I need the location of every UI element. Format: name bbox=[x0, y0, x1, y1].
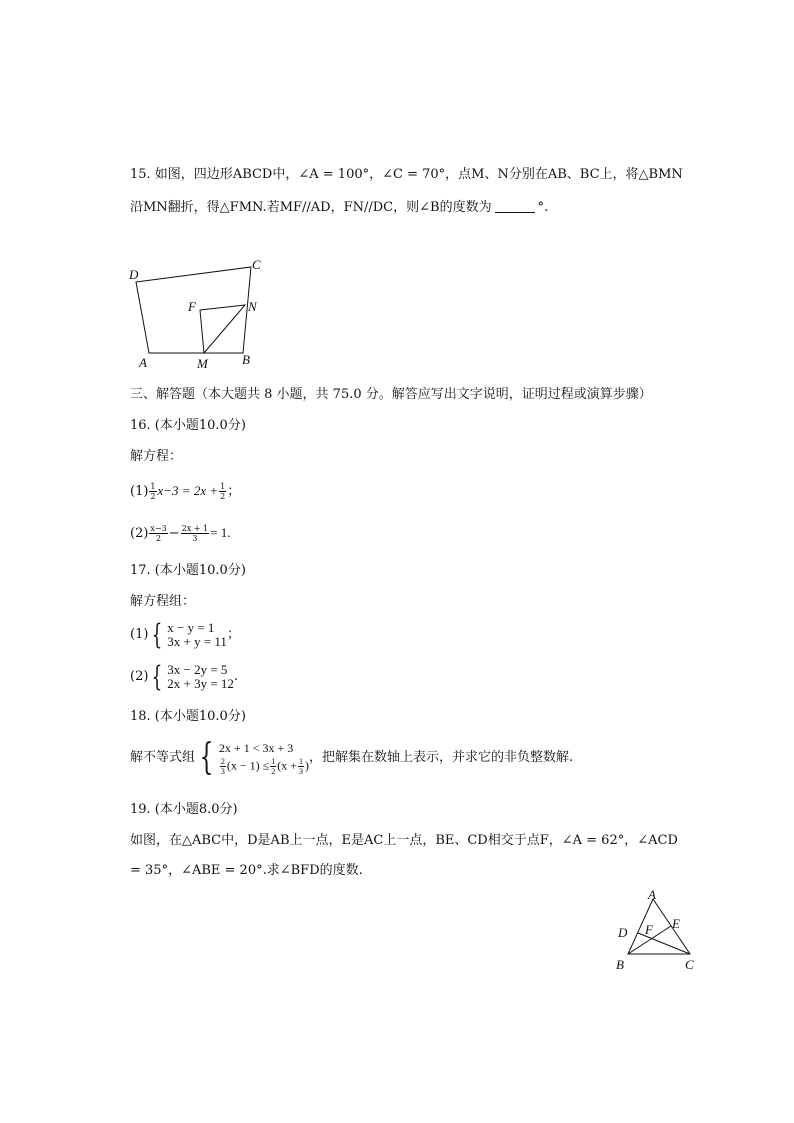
q18-eq1: 2x + 1 < 3x + 3 bbox=[218, 740, 294, 755]
q16-p1-expr: x−3 = 2x + bbox=[157, 483, 219, 498]
q16-eq2: (2) $\frac{x-3}{2}$ − $\frac{2x + 1}{3}$ = 1. bbox=[130, 524, 231, 543]
q15-line2-text: 沿MN翻折，得△FMN.若MF//AD，FN//DC，则∠B的度数为 bbox=[130, 200, 492, 215]
label-M: M bbox=[197, 356, 208, 371]
section-heading: 三、解答题（本大题共 8 小题，共 75.0 分。解答应写出文字说明，证明过程或演算步骤） bbox=[130, 387, 652, 402]
label-C: C bbox=[252, 257, 261, 272]
q15-line2-end: °. bbox=[537, 200, 549, 215]
q17-system2: (2) { 3x − 2y = 5 2x + 3y = 12 . bbox=[130, 659, 239, 693]
q19-figure bbox=[612, 885, 702, 975]
q18-suffix: ，把解集在数轴上表示，并求它的非负整数解. bbox=[309, 750, 574, 765]
q19-header: 19. (本小题8.0分) bbox=[130, 802, 238, 817]
q18-header: 18. (本小题10.0分) bbox=[130, 709, 246, 724]
q17-p1-eq2: 3x + y = 11 bbox=[167, 633, 227, 649]
label-D: D bbox=[129, 267, 139, 282]
fraction-2x-plus-1: $\frac{2x + 1}{3}$ bbox=[181, 524, 209, 543]
q17-header: 17. (本小题10.0分) bbox=[130, 563, 246, 578]
triangle-fmn bbox=[200, 305, 245, 353]
answer-blank[interactable] bbox=[495, 198, 535, 213]
q18-eq2: $\frac{2}{3}$ (x − 1) ≤ $\frac{1}{2}$ (x + $\frac{1}{3}$ ) bbox=[220, 756, 310, 776]
q19-line1: 如图，在△ABC中，D是AB上一点，E是AC上一点，BE、CD相交于点F，∠A = 62°，∠ACD bbox=[130, 833, 678, 848]
q17-p2-eq2: 2x + 3y = 12 bbox=[167, 675, 234, 691]
label-B: B bbox=[616, 957, 624, 972]
label-B: B bbox=[242, 352, 250, 367]
q16-prompt: 解方程： bbox=[130, 449, 183, 464]
label-A: A bbox=[139, 355, 147, 370]
label-F: F bbox=[188, 299, 196, 314]
triangle-abc bbox=[628, 899, 690, 954]
q16-p1-label: (1) bbox=[130, 484, 149, 499]
q18-inequality: 解不等式组 { 2x + 1 < 3x + 3 $\frac{2}{3}$ (x − 1) ≤ $\frac{1}{2}$ (x + $\frac{1}{3}$ ) ，把解集在数轴上表示，并求它的非负整数解. bbox=[130, 736, 574, 778]
q15-figure bbox=[125, 255, 275, 375]
label-F: F bbox=[645, 922, 653, 937]
q16-header: 16. (本小题10.0分) bbox=[130, 418, 246, 433]
q16-p2-label: (2) bbox=[130, 526, 149, 541]
q15-line1: 15. 如图，四边形ABCD中，∠A = 100°，∠C = 70°，点M、N分别在AB、BC上，将△BMN bbox=[130, 167, 683, 182]
label-A: A bbox=[648, 887, 656, 902]
label-C: C bbox=[685, 957, 694, 972]
fraction-x-minus-3: $\frac{x-3}{2}$ bbox=[150, 524, 167, 543]
q17-prompt: 解方程组： bbox=[130, 594, 196, 609]
q17-p1-label: (1) bbox=[130, 627, 149, 642]
label-E: E bbox=[672, 916, 680, 931]
q17-system1: (1) { x − y = 1 3x + y = 11 ； bbox=[130, 617, 240, 651]
q19-line2: = 35°，∠ABE = 20°.求∠BFD的度数. bbox=[130, 863, 363, 878]
q17-p1-eq1: x − y = 1 bbox=[167, 619, 215, 635]
q16-eq1: (1) $\frac{1}{2}$ x−3 = 2x + $\frac{1}{2}$ ； bbox=[130, 482, 241, 501]
q15-line2 bbox=[130, 198, 548, 217]
label-N: N bbox=[248, 299, 257, 314]
label-D: D bbox=[618, 925, 628, 940]
fraction-half: $\frac{1}{2}$ bbox=[150, 482, 156, 501]
fraction-half-2: $\frac{1}{2}$ bbox=[220, 482, 226, 501]
q17-p2-eq1: 3x − 2y = 5 bbox=[167, 661, 228, 677]
q18-prefix: 解不等式组 bbox=[130, 750, 196, 765]
q17-p2-label: (2) bbox=[130, 669, 149, 684]
